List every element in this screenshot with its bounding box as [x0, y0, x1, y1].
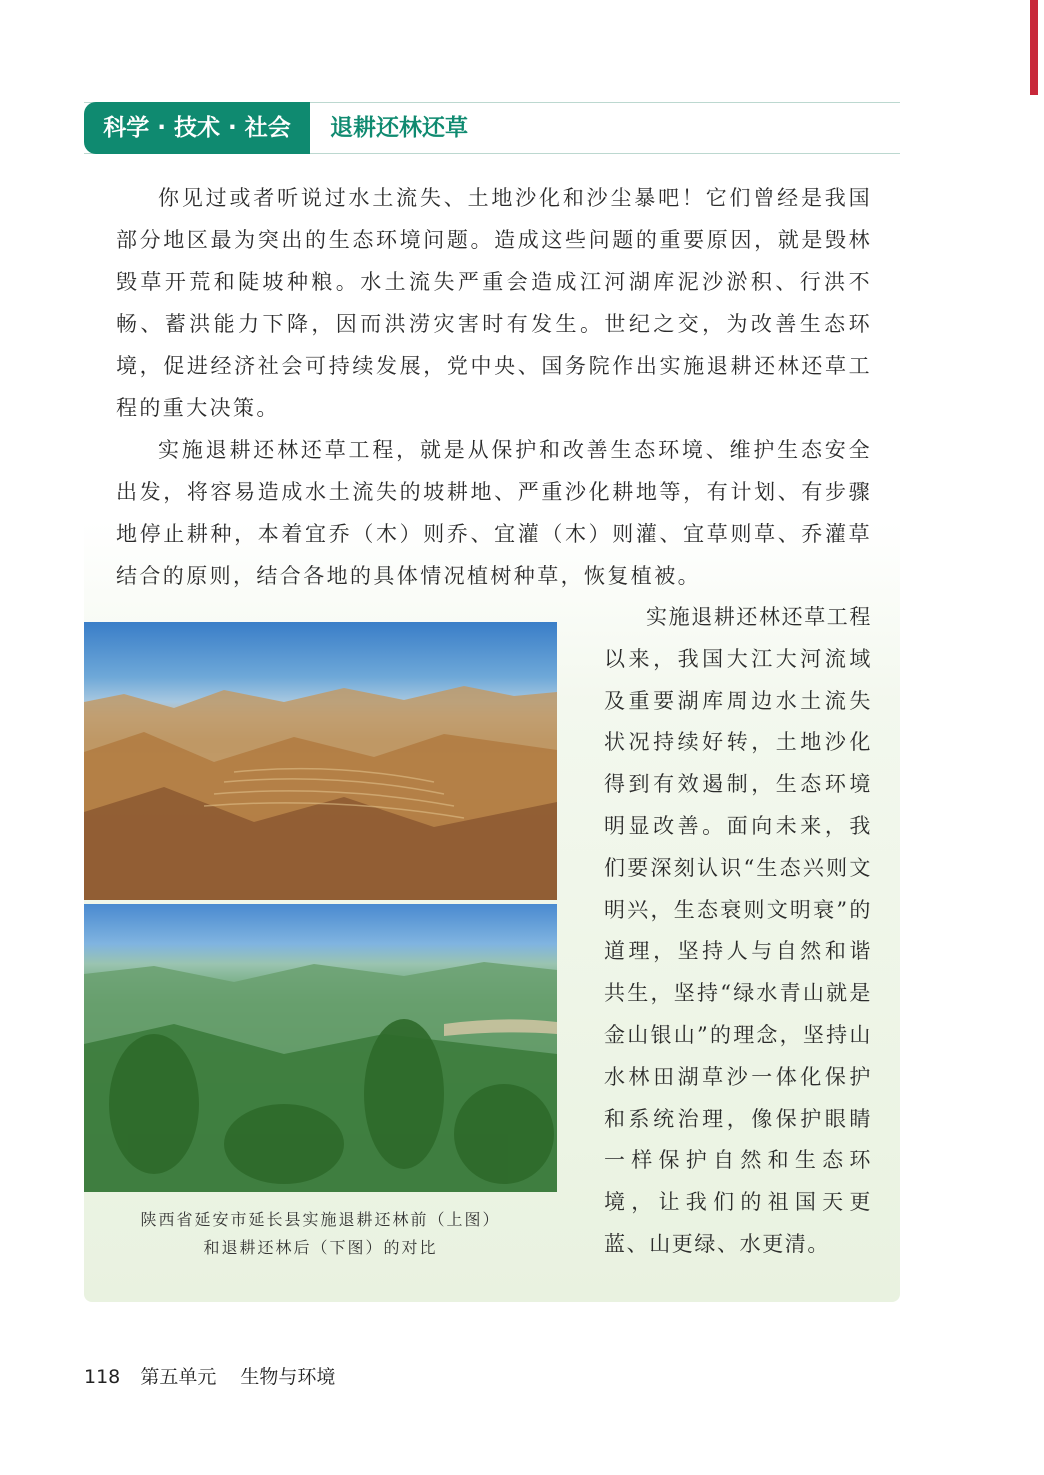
section-tag: 科学 · 技术 · 社会 [84, 102, 310, 154]
figure-caption [84, 1206, 557, 1262]
corner-bookmark [1030, 0, 1038, 95]
unit-label: 第五单元 [140, 1366, 217, 1388]
barren-hills-illustration [84, 622, 557, 900]
caption-line-1: 陕西省延安市延长县实施退耕还林前（上图） [140, 1210, 501, 1229]
page-footer [84, 1362, 335, 1389]
photo-before-reforestation [84, 622, 557, 900]
caption-line-2: 和退耕还林后（下图）的对比 [203, 1238, 438, 1257]
paragraph-1: 你见过或者听说过水土流失、土地沙化和沙尘暴吧！它们曾经是我国部分地区最为突出的生态环境问题。造成这些问题的重要原因，就是毁林毁草开荒和陡坡种粮。水土流失严重会造成江河湖库泥沙淤积、行洪不畅、蓄洪能力下降，因而洪涝灾害时有发生。世纪之交，为改善生态环境，促进经济社会可持续发展，党中央、国务院作出实施退耕还林还草工程的重大决策。 [116, 186, 872, 420]
side-paragraph: 实施退耕还林还草工程以来，我国大江大河流域及重要湖库周边水土流失状况持续好转，土地沙化得到有效遏制，生态环境明显改善。面向未来，我们要深刻认识“生态兴则文明兴，生态衰则文明衰”的道理，坚持人与自然和谐共生，坚持“绿水青山就是金山银山”的理念，坚持山水林田湖草沙一体化保护和系统治理，像保护眼睛一样保护自然和生态环境，让我们的祖国天更蓝、山更绿、水更清。 [604, 605, 872, 1256]
green-hills-illustration [84, 904, 557, 1192]
page-number: 118 [84, 1366, 121, 1388]
paragraph-2: 实施退耕还林还草工程，就是从保护和改善生态环境、维护生态安全出发，将容易造成水土流失的坡耕地、严重沙化耕地等，有计划、有步骤地停止耕种，本着宜乔（木）则乔、宜灌（木）则灌、宜草则草、乔灌草结合的原则，结合各地的具体情况植树种草，恢复植被。 [116, 438, 872, 588]
unit-title: 生物与环境 [240, 1366, 336, 1388]
section-title: 退耕还林还草 [330, 115, 468, 141]
photo-after-reforestation [84, 904, 557, 1192]
